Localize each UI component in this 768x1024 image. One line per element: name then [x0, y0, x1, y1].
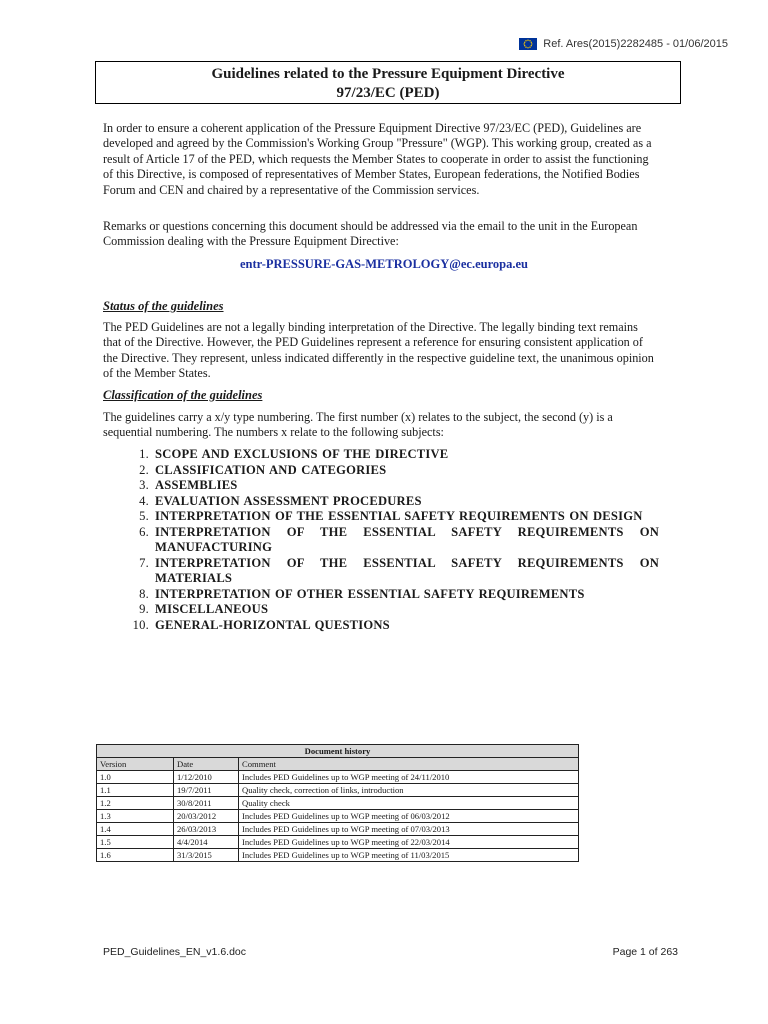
- list-item: [103, 509, 659, 525]
- list-number: 8.: [139, 586, 149, 601]
- eu-flag-icon: [519, 38, 537, 50]
- list-item: [103, 447, 659, 463]
- reference-text: Ref. Ares(2015)2282485 - 01/06/2015: [543, 38, 728, 50]
- list-item: [103, 463, 659, 479]
- table-cell: Includes PED Guidelines up to WGP meeting of 06/03/2012: [239, 810, 579, 823]
- list-number: 5.: [139, 509, 149, 523]
- table-row: [97, 849, 579, 862]
- title-line-2: 97/23/EC (PED): [336, 85, 440, 101]
- list-label: CLASSIFICATION AND CATEGORIES: [155, 462, 387, 477]
- column-header: Version: [97, 758, 174, 771]
- list-item: [103, 587, 659, 603]
- list-label: INTERPRETATION OF THE ESSENTIAL SAFETY REQUIREMENTS ON MANUFACTURING: [155, 524, 659, 554]
- table-cell: 31/3/2015: [174, 849, 239, 862]
- list-item: [103, 478, 659, 494]
- table-cell: 26/03/2013: [174, 823, 239, 836]
- list-label: SCOPE AND EXCLUSIONS OF THE DIRECTIVE: [155, 447, 449, 461]
- reference-stamp: [519, 38, 728, 50]
- table-row: [97, 810, 579, 823]
- table-cell: 20/03/2012: [174, 810, 239, 823]
- table-cell: Includes PED Guidelines up to WGP meeting of 11/03/2015: [239, 849, 579, 862]
- status-heading: Status of the guidelines: [103, 299, 224, 313]
- list-label: MISCELLANEOUS: [155, 602, 269, 616]
- table-cell: 1.0: [97, 771, 174, 784]
- column-header: Comment: [239, 758, 579, 771]
- table-cell: 1.4: [97, 823, 174, 836]
- table-cell: 1.1: [97, 784, 174, 797]
- table-cell: 4/4/2014: [174, 836, 239, 849]
- list-item: [103, 618, 659, 634]
- subject-list: [103, 447, 659, 633]
- remarks-paragraph: Remarks or questions concerning this document should be addressed via the email to the unit in the European Commission dealing with the Pressure Equipment Directive:: [103, 219, 638, 249]
- table-cell: Quality check: [239, 797, 579, 810]
- list-label: ASSEMBLIES: [155, 478, 238, 492]
- list-number: 6.: [139, 524, 149, 539]
- table-cell: Quality check, correction of links, introduction: [239, 784, 579, 797]
- table-row: [97, 836, 579, 849]
- list-number: 3.: [139, 478, 149, 492]
- list-number: 2.: [139, 462, 149, 477]
- column-header: Date: [174, 758, 239, 771]
- contact-email-link[interactable]: entr-PRESSURE-GAS-METROLOGY@ec.europa.eu: [239, 257, 528, 271]
- table-cell: 30/8/2011: [174, 797, 239, 810]
- table-cell: 1/12/2010: [174, 771, 239, 784]
- table-cell: 1.5: [97, 836, 174, 849]
- table-header-row: [97, 758, 579, 771]
- table-row: [97, 797, 579, 810]
- classification-heading: Classification of the guidelines: [103, 388, 263, 402]
- list-number: 1.: [139, 447, 149, 461]
- table-row: [97, 823, 579, 836]
- table-cell: Includes PED Guidelines up to WGP meeting of 24/11/2010: [239, 771, 579, 784]
- table-cell: Includes PED Guidelines up to WGP meeting of 22/03/2014: [239, 836, 579, 849]
- list-number: 10.: [132, 617, 149, 632]
- list-item: [103, 602, 659, 618]
- list-item: [103, 525, 659, 556]
- list-label: INTERPRETATION OF THE ESSENTIAL SAFETY REQUIREMENTS ON MATERIALS: [155, 555, 659, 585]
- intro-paragraph: In order to ensure a coherent application of the Pressure Equipment Directive 97/23/EC (PED), Guidelines are developed and agreed by the Commission's Working Group "Pressure" (WGP). This working group, created as a result of Article 17 of the PED, which requests the Member States to cooperate in order to assist the functioning of this Directive, is composed of representatives of Member States, European federations, the Notified Bodies Forum and CEN and chaired by a representative of the Commission services.: [103, 121, 652, 197]
- list-label: EVALUATION ASSESSMENT PROCEDURES: [155, 493, 422, 508]
- table-cell: 1.2: [97, 797, 174, 810]
- document-title: [95, 61, 681, 104]
- footer-filename: PED_Guidelines_EN_v1.6.doc: [103, 946, 247, 958]
- table-row: [97, 784, 579, 797]
- list-label: INTERPRETATION OF THE ESSENTIAL SAFETY REQUIREMENTS ON DESIGN: [155, 509, 643, 523]
- list-item: [103, 494, 659, 510]
- list-label: GENERAL-HORIZONTAL QUESTIONS: [155, 617, 390, 632]
- table-cell: 1.6: [97, 849, 174, 862]
- table-cell: 19/7/2011: [174, 784, 239, 797]
- status-paragraph: The PED Guidelines are not a legally binding interpretation of the Directive. The legally binding text remains that of the Directive. However, the PED Guidelines represent a reference for ensuring consistent application of the Directive. They represent, unless indicated differently in the respective guideline text, the unanimous opinion of the Member States.: [103, 320, 654, 381]
- classification-paragraph: The guidelines carry a x/y type numbering. The first number (x) relates to the subject, the second (y) is a sequential numbering. The numbers x relate to the following subjects:: [103, 410, 613, 440]
- table-caption: Document history: [97, 745, 579, 758]
- list-item: [103, 556, 659, 587]
- document-history-table: [96, 744, 579, 862]
- table-row: [97, 771, 579, 784]
- table-cell: Includes PED Guidelines up to WGP meeting of 07/03/2013: [239, 823, 579, 836]
- list-number: 9.: [139, 602, 149, 616]
- title-line-1: Guidelines related to the Pressure Equipment Directive: [211, 66, 565, 82]
- table-cell: 1.3: [97, 810, 174, 823]
- list-number: 7.: [139, 555, 149, 570]
- list-label: INTERPRETATION OF OTHER ESSENTIAL SAFETY REQUIREMENTS: [155, 586, 585, 601]
- list-number: 4.: [139, 493, 149, 508]
- footer-page-number: Page 1 of 263: [612, 946, 678, 958]
